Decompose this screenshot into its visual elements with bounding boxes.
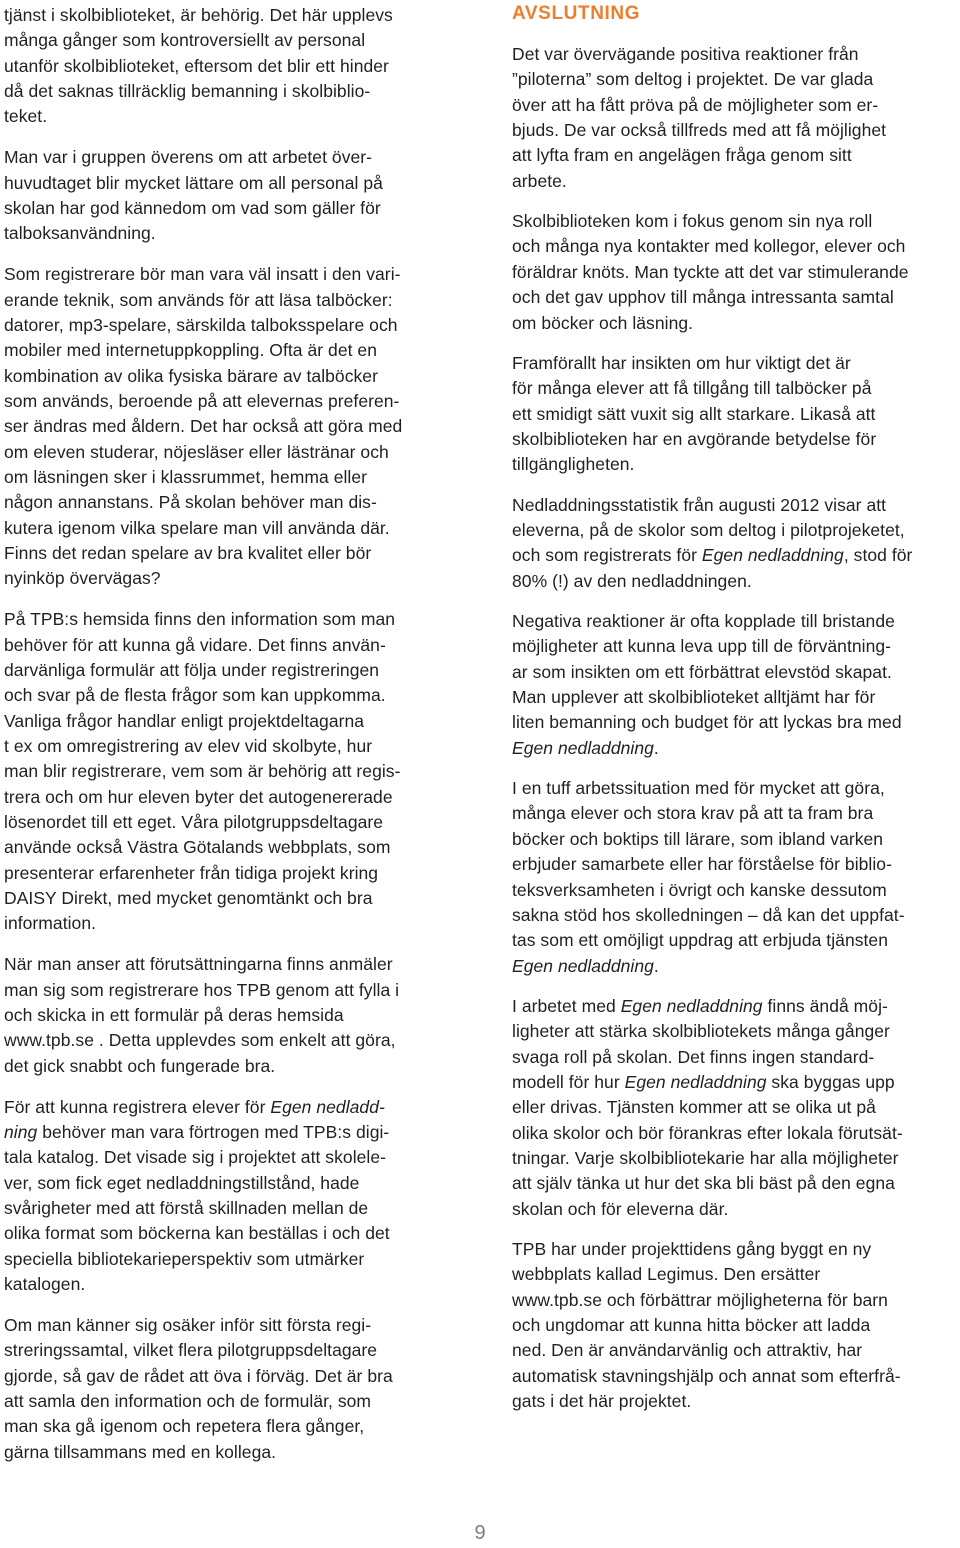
text-line: som används, beroende på att elevernas preferen- — [4, 390, 400, 411]
text-line: om läsningen sker i klassrummet, hemma eller — [4, 466, 368, 487]
text-line: tningar. Varje skolbibliotekarie har alla möjligheter — [512, 1148, 899, 1168]
text-line: använde också Västra Götalands webbplats, som — [4, 837, 391, 858]
text-line: darvänliga formulär att följa under registreringen — [4, 659, 380, 680]
text-line: ser ändras med åldern. Det har också att göra med — [4, 416, 403, 437]
text-line: I en tuff arbetssituation med för mycket att göra, — [512, 778, 885, 799]
text-line: DAISY Direkt, med mycket genomtänkt och bra — [4, 888, 373, 909]
text-line: information. — [4, 913, 97, 934]
text-line: t ex om omregistrering av elev vid skolbyte, hur — [4, 735, 373, 756]
text-line: utanför skolbiblioteket, eftersom det blir ett hinder — [4, 55, 389, 76]
text-line: Om man känner sig osäker inför sitt första regi- — [4, 1314, 372, 1335]
text-line: och många nya kontakter med kollegor, elever och — [512, 236, 906, 257]
text-line: Egen nedladdning. — [512, 955, 659, 976]
text-line: tillgängligheten. — [512, 454, 635, 475]
text-line: det gick snabbt och fungerade bra. — [4, 1055, 276, 1076]
text-line: Framförallt har insikten om hur viktigt det är — [512, 352, 851, 373]
text-line: för många elever att få tillgång till talböcker på — [512, 378, 872, 399]
text-line: gjorde, så gav de rådet att öva i förväg. Det är bra — [4, 1365, 393, 1386]
text-line: ”piloterna” som deltog i projektet. De var glada — [512, 69, 874, 90]
text-line: 80% (!) av den nedladdningen. — [512, 570, 752, 591]
text-line: För att kunna registrera elever för Egen nedladd- — [4, 1096, 385, 1117]
text-line: ned. Den är användarvänlig och attraktiv, har — [512, 1340, 863, 1361]
text-line: många elever och stora krav på att ta fram bra — [512, 803, 874, 824]
text-line: eleverna, på de skolor som deltog i pilotprojeketet, — [512, 519, 905, 540]
text-line: teket. — [4, 106, 48, 127]
text-line: ligheter att stärka skolbibliotekets många gånger — [512, 1021, 890, 1042]
text-line: och det gav upphov till många intressanta samtal — [512, 287, 894, 308]
text-line: Som registrerare bör man vara väl insatt i den vari- — [4, 264, 401, 285]
text-line: streringssamtal, vilket flera pilotgruppsdeltagare — [4, 1340, 378, 1361]
text-line: erbjuder samarbete eller har förståelse för biblio- — [512, 854, 892, 875]
text-line: då det saknas tillräcklig bemanning i skolbiblio- — [4, 81, 371, 102]
text-line: Nedladdningsstatistik från augusti 2012 visar att — [512, 494, 887, 515]
text-line: svaga roll på skolan. Det finns ingen standard- — [512, 1046, 875, 1067]
text-line: om eleven studerar, nöjesläser eller lästränar och — [4, 441, 389, 462]
text-line: nyinköp övervägas? — [4, 568, 161, 589]
text-line: att samla den information och de formulär, som — [4, 1390, 372, 1411]
text-line: över att ha fått pröva på de möjligheter som er- — [512, 94, 879, 115]
text-line: lösenordet till ett eget. Våra pilotgruppsdeltagare — [4, 812, 384, 832]
text-line: och som registrerats för Egen nedladdning, stod för — [512, 545, 913, 566]
text-line: Egen nedladdning. — [512, 737, 659, 758]
text-line: teksverksamheten i övrigt och kanske dessutom — [512, 879, 887, 900]
text-line: och svar på de flesta frågor som kan uppkomma. — [4, 685, 386, 706]
text-line: om böcker och läsning. — [512, 312, 694, 333]
text-line: skolan har god kännedom om vad som gäller för — [4, 197, 381, 218]
text-line: Negativa reaktioner är ofta kopplade till bristande — [512, 611, 895, 631]
text-line: bjuds. De var också tillfreds med att få möjlighet — [512, 120, 887, 141]
text-line: presenterar erfarenheter från tidiga projekt kring — [4, 862, 379, 883]
text-line: www.tpb.se . Detta upplevdes som enkelt att göra, — [4, 1030, 396, 1051]
text-line: behöver för att kunna gå vidare. Det finns använ- — [4, 634, 386, 655]
text-line: ver, som fick eget nedladdningstillstånd, hade — [4, 1172, 360, 1193]
text-line: att lyfta fram en angelägen fråga genom sitt — [512, 145, 852, 166]
text-line: datorer, mp3-spelare, särskilda talboksspelare och — [4, 314, 398, 335]
text-line: att själv tänka ut hur det ska bli bäst på den egna — [512, 1173, 895, 1194]
text-line: www.tpb.se och förbättrar möjligheterna för barn — [512, 1289, 888, 1310]
text-line: många gånger som kontroversiellt av personal — [4, 30, 366, 51]
text-line: tas som ett omöjligt uppdrag att erbjuda tjänsten — [512, 930, 888, 951]
text-line: automatisk stavningshjälp och annat som efterfrå- — [512, 1365, 901, 1386]
text-line: olika skolor och bör förankras efter lokala förutsät- — [512, 1122, 903, 1143]
text-line: speciella bibliotekarieperspektiv som utmärker — [4, 1248, 365, 1269]
text-line: kombination av olika fysiska bärare av talböcker — [4, 365, 378, 386]
text-line: skolan och för eleverna där. — [512, 1198, 729, 1219]
text-line: möjligheter att kunna leva upp till de förväntning- — [512, 636, 892, 657]
text-line: ning behöver man vara förtrogen med TPB:s digi- — [4, 1121, 390, 1142]
text-line: gärna tillsammans med en kollega. — [4, 1441, 277, 1462]
text-line: huvudtaget blir mycket lättare om all personal på — [4, 172, 383, 193]
text-line: TPB har under projekttidens gång byggt en ny — [512, 1239, 872, 1260]
text-line: ett smidigt sätt vuxit sig allt starkare. Likaså att — [512, 403, 876, 424]
text-line: mobiler med internetuppkoppling. Ofta är det en — [4, 340, 377, 361]
text-line: och skicka in ett formulär på deras hemsida — [4, 1004, 344, 1025]
text-line: eller drivas. Tjänsten kommer att se olika ut på — [512, 1097, 876, 1118]
text-line: man ska gå igenom och repetera flera gånger, — [4, 1416, 365, 1437]
text-line: katalogen. — [4, 1273, 86, 1294]
text-line: När man anser att förutsättningarna finns anmäler — [4, 954, 393, 975]
text-line: man sig som registrerare hos TPB genom att fylla i — [4, 979, 400, 1000]
text-line: Vanliga frågor handlar enligt projektdeltagarna — [4, 710, 365, 731]
text-line: gats i det här projektet. — [512, 1391, 692, 1412]
text-line: svårigheter med att förstå skillnaden mellan de — [4, 1197, 369, 1218]
section-heading-avslutning: AVSLUTNING — [512, 3, 641, 24]
text-line: webbplats kallad Legimus. Den ersätter — [512, 1264, 821, 1285]
text-line: ar som insikten om ett förbättrat elevstöd skapat. — [512, 661, 892, 682]
text-line: Det var övervägande positiva reaktioner från — [512, 44, 859, 64]
text-line: kutera igenom vilka spelare man vill använda där. — [4, 517, 390, 538]
text-line: På TPB:s hemsida finns den information som man — [4, 609, 396, 630]
text-line: arbete. — [512, 170, 567, 191]
text-line: någon annanstans. På skolan behöver man dis- — [4, 492, 377, 513]
text-line: tala katalog. Det visade sig i projektet att skolele- — [4, 1147, 387, 1168]
text-line: man blir registrerare, vem som är behörig att regis- — [4, 761, 401, 782]
text-line: Man var i gruppen överens om att arbetet över- — [4, 147, 373, 168]
text-line: föräldrar knöts. Man tyckte att det var stimulerande — [512, 261, 909, 282]
page-number: 9 — [474, 1522, 486, 1544]
text-line: Finns det redan spelare av bra kvalitet eller bör — [4, 543, 372, 563]
text-line: tjänst i skolbiblioteket, är behörig. Det här upplevs — [4, 5, 393, 25]
text-line: Man upplever att skolbiblioteket alltjämt har för — [512, 687, 876, 708]
text-line: skolbiblioteken har en avgörande betydelse för — [512, 428, 877, 449]
text-line: olika format som böckerna kan beställas i och det — [4, 1223, 390, 1244]
text-line: Skolbiblioteken kom i fokus genom sin nya roll — [512, 211, 873, 232]
text-line: I arbetet med Egen nedladdning finns ändå möj- — [512, 995, 888, 1016]
text-line: och ungdomar att kunna hitta böcker att ladda — [512, 1315, 871, 1336]
text-line: erande teknik, som används för att läsa talböcker: — [4, 289, 393, 310]
text-line: trera och om hur eleven byter det autogenererade — [4, 786, 393, 807]
text-line: liten bemanning och budget för att lyckas bra med — [512, 712, 902, 733]
text-line: sakna stöd hos skolledningen – då kan det uppfat- — [512, 904, 905, 925]
text-line: talboksanvändning. — [4, 223, 156, 244]
text-line: böcker och boktips till lärare, som ibland varken — [512, 828, 884, 849]
text-line: modell för hur Egen nedladdning ska byggas upp — [512, 1071, 895, 1092]
